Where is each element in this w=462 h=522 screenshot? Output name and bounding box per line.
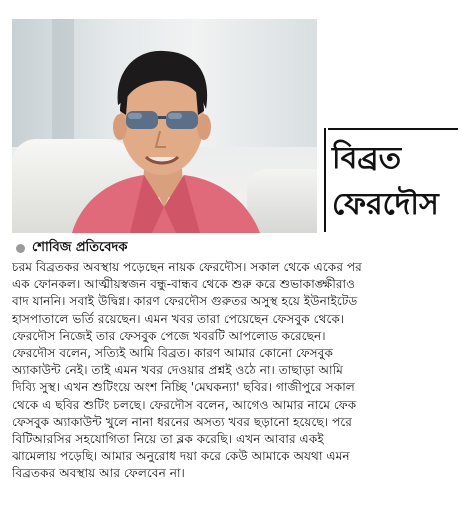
body-line: ফেরদৌস বলেন, সত্যিই আমি বিব্রত। কারণ আমার কোনো ফেসবুক [12,345,334,360]
article-body [12,259,454,482]
body-line: হাসপাতালে ভর্তি রয়েছেন। এমন খবর তারা পেয়েছেন ফেসবুক থেকে। [12,311,345,326]
headline-rule-left [324,128,326,232]
headline-line-2: ফেরদৌস [332,187,439,222]
byline: শোবিজ প্রতিবেদক [32,240,128,255]
body-line: বাদ যাননি। সবাই উদ্বিগ্ন। কারণ ফেরদৌস গুরুতর অসুস্থ হয়ে ইউনাইটেড [12,294,358,309]
body-line: ফেসবুক অ্যাকাউন্ট খুলে নানা ধরনের অসত্য খবর ছড়ানো হয়েছে। পরে [12,414,352,429]
headline-rule-top [328,128,458,130]
body-line: এক ফোনকল। আত্মীয়স্বজন বন্ধু-বান্ধব থেকে শুরু করে শুভাকাঙ্ক্ষীরাও [12,277,356,292]
article-photo [12,19,317,233]
bullet-dot-icon [16,244,25,253]
body-line: অ্যাকাউন্ট নেই। তাই এমন খবর দেওয়ার প্রশ্নই ওঠে না। তাছাড়া আমি [12,363,343,378]
body-line: চরম বিব্রতকর অবস্থায় পড়েছেন নায়ক ফেরদৌস। সকাল থেকে একের পর [12,260,362,274]
body-line: বিব্রতকর অবস্থায় আর ফেলবেন না। [12,466,185,481]
body-line: বিটিআরসির সহযোগিতা নিয়ে তা ব্লক করেছি। এখন আবার একই [12,431,324,446]
body-line: দিব্যি সুস্থ। এখন শুটিংয়ে অংশ নিচ্ছি 'মেঘকন্যা' ছবির। গাজীপুরে সকাল [12,380,355,395]
headline [318,128,458,232]
headline-line-1: বিব্রত [332,141,402,176]
body-line: ঝামেলায় পড়েছি। আমার অনুরোধ দয়া করে কেউ আমাকে অযথা এমন [12,449,350,464]
byline-row [12,238,452,258]
body-line: থেকে এ ছবির শুটিং চলছে। ফেরদৌস বলেন, আগেও আমার নামে ফেক [12,397,357,412]
body-line: ফেরদৌস নিজেই তার ফেসবুক পেজে খবরটি আপলোড করেছেন। [12,328,326,343]
person-illustration [12,19,317,233]
